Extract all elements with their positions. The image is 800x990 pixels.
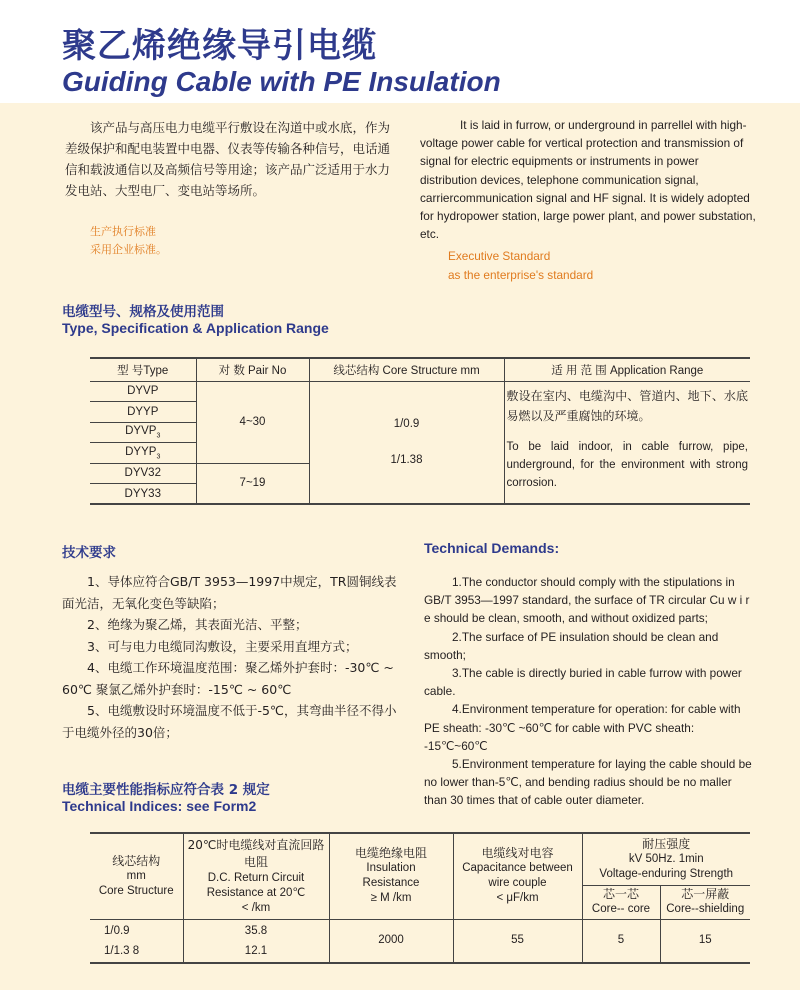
col-core-structure <box>90 833 183 919</box>
tech-list-cn <box>62 571 397 743</box>
core-value: 1/1.38 <box>390 454 423 467</box>
pair-cell: 4~30 <box>196 381 309 463</box>
table-row <box>90 919 750 963</box>
col-core: 线芯结构 Core Structure mm <box>309 358 504 381</box>
h-text: < μF/km <box>496 892 539 905</box>
col-application: 适 用 范 围 Application Range <box>504 358 750 381</box>
type-cell: DYY33 <box>90 484 196 505</box>
core-cell <box>309 381 504 504</box>
tech-item-en: 5.Environment temperature for laying the cable should be no lower than-5℃, and bending radius should be no maller than 30 times that of cable outer diameter. <box>424 757 752 808</box>
application-en: To be laid indoor, in cable furrow, pipe, underground, for the environment with strong corrosion. <box>506 440 748 489</box>
application-cell <box>504 381 750 504</box>
spec-table <box>90 357 750 505</box>
standard-cn-line2: 采用企业标准。 <box>90 243 167 256</box>
tech-item-en: 1.The conductor should comply with the stipulations in GB/T 3953—1997 standard, the surface of TR circular Cu w i r e should be clean, smooth, and without oxidized parts; <box>424 575 750 626</box>
h-text: wire couple <box>488 877 547 890</box>
tech-item-en: 4.Environment temperature for operation: for cable with PE sheath: -30℃ ~60℃ for cable with PVC sheath: -15℃~60℃ <box>424 702 741 753</box>
h-text: 芯一芯 <box>602 887 639 901</box>
res-value: 35.8 <box>244 924 268 937</box>
h-text: Insulation <box>366 862 416 875</box>
col-capacitance <box>453 833 582 919</box>
res-value: 12.1 <box>244 944 268 957</box>
type-name: DYVP <box>125 425 157 438</box>
type-cell <box>90 422 196 443</box>
tech-item-en: 3.The cable is directly buried in cable furrow with power cable. <box>424 666 742 699</box>
h-text: 线芯结构 <box>112 853 161 868</box>
tech-item-cn: 5、电缆敷设时环境温度不低于-5℃，其弯曲半径不得小于电缆外径的30倍； <box>62 703 397 740</box>
tech-item-cn: 2、绝缘为聚乙烯，其表面光洁、平整； <box>87 617 308 632</box>
intro-en: It is laid in furrow, or underground in parrellel with high-voltage power cable for vertical protection and transmission of signal for electric equipments or instruments in power distribution devices, telephone communication signal, carriercommunication signal and HF signal. It is widely adopted for hydropower station, large power plant, and power substation, etc. <box>420 118 756 242</box>
h-text: Resistance <box>362 877 420 890</box>
col-core-core <box>582 885 660 919</box>
col-insulation <box>329 833 453 919</box>
core-value: 1/0.9 <box>393 418 420 431</box>
col-type: 型 号Type <box>90 358 196 381</box>
h-text: mm <box>126 869 146 882</box>
indices-title-cn: 电缆主要性能指标应符合表 2 规定 <box>62 782 270 798</box>
h-text: kV 50Hz. 1min <box>628 852 704 865</box>
h-text: Capacitance between <box>462 862 573 875</box>
h-text: ≥ M /km <box>370 892 412 905</box>
tech-item-en: 2.The surface of PE insulation should be clean and smooth; <box>424 629 719 662</box>
standard-cn <box>90 223 395 259</box>
h-text: Core Structure <box>98 884 174 897</box>
spec-title-en: Type, Specification & Application Range <box>62 320 329 336</box>
indices-table <box>90 832 750 964</box>
col-core-shielding <box>660 885 750 919</box>
insulation-cell: 2000 <box>329 919 453 963</box>
standard-en-line1: Executive Standard <box>448 249 551 264</box>
h-text: D.C. Return Circuit <box>207 871 305 884</box>
h-text: < /km <box>241 901 271 914</box>
spec-title-cn: 电缆型号、规格及使用范围 <box>62 304 224 320</box>
intro-en-column <box>420 116 756 284</box>
col-pair: 对 数 Pair No <box>196 358 309 381</box>
core-value: 1/1.3 8 <box>104 944 140 957</box>
page-title-cn: 聚乙烯绝缘导引电缆 <box>62 26 377 66</box>
col-voltage <box>582 833 750 885</box>
type-sub: 3 <box>156 432 161 440</box>
type-cell: DYVP <box>90 381 196 402</box>
standard-en-line2: as the enterprise's standard <box>448 267 594 282</box>
col-dc-resistance <box>183 833 329 919</box>
h-text: Voltage-enduring Strength <box>599 867 734 880</box>
core-cell <box>90 919 183 963</box>
core-core-cell: 5 <box>582 919 660 963</box>
standard-en <box>448 247 756 283</box>
intro-cn: 该产品与高压电力电缆平行敷设在沟道中或水底，作为差级保护和配电装置中电器、仪表等传输各种信号，电话通信和载波通信以及高频信号等用途；该产品广泛适用于水力发电站、大型电厂、变电站等场所。 <box>65 120 391 198</box>
tech-title-cn: 技术要求 <box>62 545 116 561</box>
indices-title-en: Technical Indices: see Form2 <box>62 798 257 814</box>
tech-item-cn: 1、导体应符合GB/T 3953—1997中规定，TR圆铜线表面光洁，无氧化变色等缺陷； <box>62 574 397 611</box>
type-name: DYYP <box>125 445 157 458</box>
pair-cell: 7~19 <box>196 463 309 504</box>
h-text: 耐压强度 <box>642 836 691 851</box>
h-text: Core-- core <box>591 903 651 915</box>
tech-list-en <box>424 573 756 810</box>
type-sub: 3 <box>156 452 161 460</box>
core-value: 1/0.9 <box>104 924 130 937</box>
resistance-cell <box>183 919 329 963</box>
tech-item-cn: 3、可与电力电缆同沟敷设，主要采用直埋方式； <box>87 638 358 654</box>
page-title-en: Guiding Cable with PE Insulation <box>62 66 501 97</box>
core-shielding-cell: 15 <box>660 919 750 963</box>
h-text: Resistance at 20℃ <box>206 886 306 899</box>
h-text: Core--shielding <box>666 903 745 915</box>
h-text: 电缆绝缘电阻 <box>354 846 427 861</box>
h-text: 电缆线对电容 <box>481 846 554 861</box>
standard-cn-line1: 生产执行标准 <box>90 225 156 238</box>
intro-cn-column <box>65 117 395 259</box>
type-cell: DYV32 <box>90 463 196 484</box>
tech-item-cn: 4、电缆工作环境温度范围：聚乙烯外护套时：-30℃ ~ 60℃ 聚氯乙烯外护套时：-15℃ ~ 60℃ <box>62 660 394 697</box>
h-text: 芯一屏蔽 <box>681 887 730 901</box>
capacitance-cell: 55 <box>453 919 582 963</box>
type-cell: DYYP <box>90 402 196 423</box>
h-text: 20℃时电缆线对直流回路电阻 <box>187 837 325 869</box>
type-cell <box>90 443 196 464</box>
tech-title-en: Technical Demands: <box>424 540 560 556</box>
application-cn: 敷设在室内、电缆沟中、管道内、地下、水底易燃以及严重腐蚀的环境。 <box>506 388 748 423</box>
